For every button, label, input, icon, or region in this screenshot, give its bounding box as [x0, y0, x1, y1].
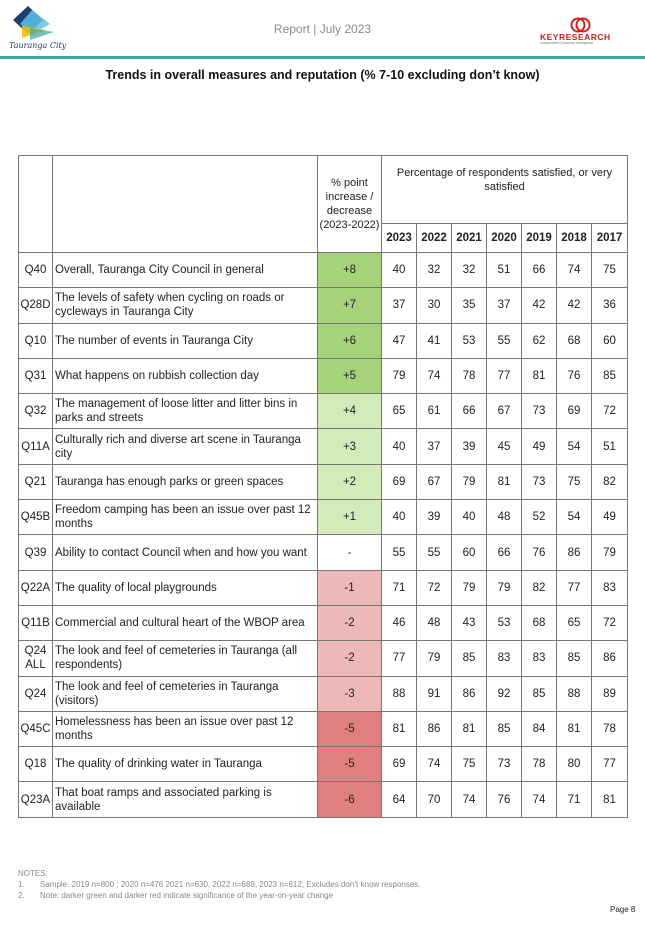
value-cell: 61 [417, 394, 452, 429]
question-code: Q45C [19, 711, 53, 746]
table-row [19, 535, 628, 570]
header-change: % point increase / decrease (2023-2022) [318, 156, 382, 253]
value-cell: 91 [417, 676, 452, 711]
question-label: Culturally rich and diverse art scene in Tauranga city [53, 429, 318, 464]
question-code: Q28D [19, 288, 53, 323]
value-cell: 37 [417, 429, 452, 464]
value-cell: 79 [417, 641, 452, 676]
header-group: Percentage of respondents satisfied, or very satisfied [382, 156, 628, 224]
header-code-cell [19, 156, 53, 253]
year-header: 2021 [452, 224, 487, 253]
value-cell: 74 [417, 747, 452, 782]
change-cell: +4 [318, 394, 382, 429]
value-cell: 79 [452, 570, 487, 605]
value-cell: 66 [522, 253, 557, 288]
value-cell: 81 [522, 358, 557, 393]
year-header: 2019 [522, 224, 557, 253]
table-row [19, 464, 628, 499]
change-cell: - [318, 535, 382, 570]
value-cell: 78 [522, 747, 557, 782]
value-cell: 41 [417, 323, 452, 358]
value-cell: 76 [557, 358, 592, 393]
value-cell: 83 [592, 570, 628, 605]
value-cell: 74 [452, 782, 487, 817]
notes-heading: NOTES: [18, 869, 48, 878]
value-cell: 52 [522, 500, 557, 535]
value-cell: 40 [382, 500, 417, 535]
value-cell: 43 [452, 605, 487, 640]
value-cell: 85 [452, 641, 487, 676]
change-cell: +8 [318, 253, 382, 288]
table-row [19, 288, 628, 323]
question-code: Q40 [19, 253, 53, 288]
note-item [18, 879, 430, 890]
note-item [18, 890, 430, 901]
value-cell: 68 [557, 323, 592, 358]
question-code: Q21 [19, 464, 53, 499]
year-header: 2017 [592, 224, 628, 253]
value-cell: 77 [557, 570, 592, 605]
value-cell: 86 [592, 641, 628, 676]
value-cell: 72 [417, 570, 452, 605]
value-cell: 82 [592, 464, 628, 499]
question-code: Q22A [19, 570, 53, 605]
value-cell: 53 [452, 323, 487, 358]
value-cell: 77 [592, 747, 628, 782]
value-cell: 60 [452, 535, 487, 570]
value-cell: 49 [592, 500, 628, 535]
note-number: 2. [18, 891, 25, 900]
value-cell: 79 [592, 535, 628, 570]
value-cell: 74 [417, 358, 452, 393]
question-code: Q24 [19, 676, 53, 711]
value-cell: 54 [557, 500, 592, 535]
value-cell: 42 [557, 288, 592, 323]
value-cell: 78 [452, 358, 487, 393]
value-cell: 81 [557, 711, 592, 746]
trends-table [18, 155, 628, 818]
report-line: Report | July 2023 [273, 22, 372, 36]
keyresearch-tagline: Independent Business Intelligence [540, 41, 594, 45]
value-cell: 88 [557, 676, 592, 711]
value-cell: 39 [452, 429, 487, 464]
value-cell: 46 [382, 605, 417, 640]
change-cell: -5 [318, 747, 382, 782]
value-cell: 47 [382, 323, 417, 358]
change-cell: -6 [318, 782, 382, 817]
value-cell: 75 [592, 253, 628, 288]
value-cell: 64 [382, 782, 417, 817]
value-cell: 42 [522, 288, 557, 323]
value-cell: 60 [592, 323, 628, 358]
question-code: Q31 [19, 358, 53, 393]
value-cell: 86 [452, 676, 487, 711]
value-cell: 75 [452, 747, 487, 782]
value-cell: 39 [417, 500, 452, 535]
value-cell: 73 [522, 464, 557, 499]
value-cell: 76 [487, 782, 522, 817]
value-cell: 66 [452, 394, 487, 429]
notes [18, 868, 430, 901]
change-cell: -2 [318, 605, 382, 640]
question-label: What happens on rubbish collection day [53, 358, 318, 393]
value-cell: 69 [382, 747, 417, 782]
table-row [19, 676, 628, 711]
value-cell: 37 [487, 288, 522, 323]
value-cell: 40 [452, 500, 487, 535]
table-row [19, 429, 628, 464]
value-cell: 82 [522, 570, 557, 605]
table-row [19, 253, 628, 288]
change-cell: +3 [318, 429, 382, 464]
value-cell: 86 [417, 711, 452, 746]
value-cell: 74 [557, 253, 592, 288]
question-label: Overall, Tauranga City Council in general [53, 253, 318, 288]
table-row [19, 570, 628, 605]
value-cell: 67 [417, 464, 452, 499]
value-cell: 70 [417, 782, 452, 817]
table-row [19, 747, 628, 782]
change-cell: -5 [318, 711, 382, 746]
change-cell: +6 [318, 323, 382, 358]
value-cell: 81 [592, 782, 628, 817]
question-code: Q11A [19, 429, 53, 464]
question-code: Q23A [19, 782, 53, 817]
value-cell: 78 [592, 711, 628, 746]
value-cell: 69 [557, 394, 592, 429]
question-label: The look and feel of cemeteries in Tauranga (all respondents) [53, 641, 318, 676]
value-cell: 32 [417, 253, 452, 288]
year-header: 2022 [417, 224, 452, 253]
table-row [19, 358, 628, 393]
page-title: Trends in overall measures and reputation (% 7-10 excluding don’t know) [105, 68, 540, 82]
note-text: Sample: 2019 n=800 ; 2020 n=476 2021 n=630, 2022 n=669, 2023 n=612; Excludes don’t know responses. [40, 880, 421, 889]
value-cell: 66 [487, 535, 522, 570]
value-cell: 36 [592, 288, 628, 323]
change-cell: -2 [318, 641, 382, 676]
value-cell: 75 [557, 464, 592, 499]
value-cell: 76 [522, 535, 557, 570]
value-cell: 77 [487, 358, 522, 393]
value-cell: 85 [592, 358, 628, 393]
note-number: 1. [18, 880, 25, 889]
question-code: Q10 [19, 323, 53, 358]
year-header: 2018 [557, 224, 592, 253]
question-code: Q18 [19, 747, 53, 782]
value-cell: 49 [522, 429, 557, 464]
value-cell: 71 [382, 570, 417, 605]
value-cell: 40 [382, 253, 417, 288]
value-cell: 68 [522, 605, 557, 640]
value-cell: 81 [487, 464, 522, 499]
question-label: The quality of local playgrounds [53, 570, 318, 605]
table-row [19, 323, 628, 358]
question-label: Freedom camping has been an issue over past 12 months [53, 500, 318, 535]
value-cell: 55 [382, 535, 417, 570]
value-cell: 73 [487, 747, 522, 782]
value-cell: 88 [382, 676, 417, 711]
value-cell: 85 [557, 641, 592, 676]
value-cell: 83 [522, 641, 557, 676]
value-cell: 79 [487, 570, 522, 605]
value-cell: 71 [557, 782, 592, 817]
value-cell: 80 [557, 747, 592, 782]
question-code: Q39 [19, 535, 53, 570]
question-label: That boat ramps and associated parking is available [53, 782, 318, 817]
table-row [19, 641, 628, 676]
value-cell: 48 [417, 605, 452, 640]
header-rule [0, 56, 645, 59]
question-label: The management of loose litter and litter bins in parks and streets [53, 394, 318, 429]
value-cell: 55 [417, 535, 452, 570]
year-header: 2020 [487, 224, 522, 253]
table-row [19, 394, 628, 429]
value-cell: 30 [417, 288, 452, 323]
value-cell: 62 [522, 323, 557, 358]
question-label: The levels of safety when cycling on roads or cycleways in Tauranga City [53, 288, 318, 323]
value-cell: 65 [557, 605, 592, 640]
question-label: Tauranga has enough parks or green spaces [53, 464, 318, 499]
value-cell: 92 [487, 676, 522, 711]
table-row [19, 500, 628, 535]
value-cell: 89 [592, 676, 628, 711]
value-cell: 69 [382, 464, 417, 499]
change-cell: +2 [318, 464, 382, 499]
value-cell: 74 [522, 782, 557, 817]
value-cell: 85 [522, 676, 557, 711]
value-cell: 84 [522, 711, 557, 746]
value-cell: 55 [487, 323, 522, 358]
change-cell: +1 [318, 500, 382, 535]
change-cell: +5 [318, 358, 382, 393]
table-row [19, 782, 628, 817]
value-cell: 40 [382, 429, 417, 464]
question-code: Q45B [19, 500, 53, 535]
question-code: Q24 ALL [19, 641, 53, 676]
value-cell: 81 [382, 711, 417, 746]
value-cell: 51 [487, 253, 522, 288]
value-cell: 86 [557, 535, 592, 570]
question-code: Q32 [19, 394, 53, 429]
page-number: Page 8 [610, 905, 636, 914]
value-cell: 48 [487, 500, 522, 535]
value-cell: 37 [382, 288, 417, 323]
value-cell: 79 [452, 464, 487, 499]
value-cell: 79 [382, 358, 417, 393]
value-cell: 35 [452, 288, 487, 323]
change-cell: +7 [318, 288, 382, 323]
question-label: Ability to contact Council when and how you want [53, 535, 318, 570]
value-cell: 73 [522, 394, 557, 429]
value-cell: 45 [487, 429, 522, 464]
value-cell: 53 [487, 605, 522, 640]
year-header: 2023 [382, 224, 417, 253]
value-cell: 83 [487, 641, 522, 676]
question-label: The number of events in Tauranga City [53, 323, 318, 358]
table-body [19, 253, 628, 818]
value-cell: 72 [592, 605, 628, 640]
value-cell: 85 [487, 711, 522, 746]
change-cell: -1 [318, 570, 382, 605]
value-cell: 51 [592, 429, 628, 464]
question-label: Homelessness has been an issue over past 12 months [53, 711, 318, 746]
header-label-cell [53, 156, 318, 253]
value-cell: 72 [592, 394, 628, 429]
change-cell: -3 [318, 676, 382, 711]
question-label: Commercial and cultural heart of the WBOP area [53, 605, 318, 640]
table-row [19, 711, 628, 746]
question-code: Q11B [19, 605, 53, 640]
value-cell: 32 [452, 253, 487, 288]
question-label: The look and feel of cemeteries in Tauranga (visitors) [53, 676, 318, 711]
value-cell: 54 [557, 429, 592, 464]
logo-org-name: Tauranga City [9, 41, 67, 50]
value-cell: 65 [382, 394, 417, 429]
question-label: The quality of drinking water in Tauranga [53, 747, 318, 782]
value-cell: 77 [382, 641, 417, 676]
value-cell: 81 [452, 711, 487, 746]
table-row [19, 605, 628, 640]
keyresearch-name: KEYRESEARCH [540, 32, 611, 42]
value-cell: 67 [487, 394, 522, 429]
note-text: Note: darker green and darker red indicate significance of the year-on-year change [40, 891, 334, 900]
